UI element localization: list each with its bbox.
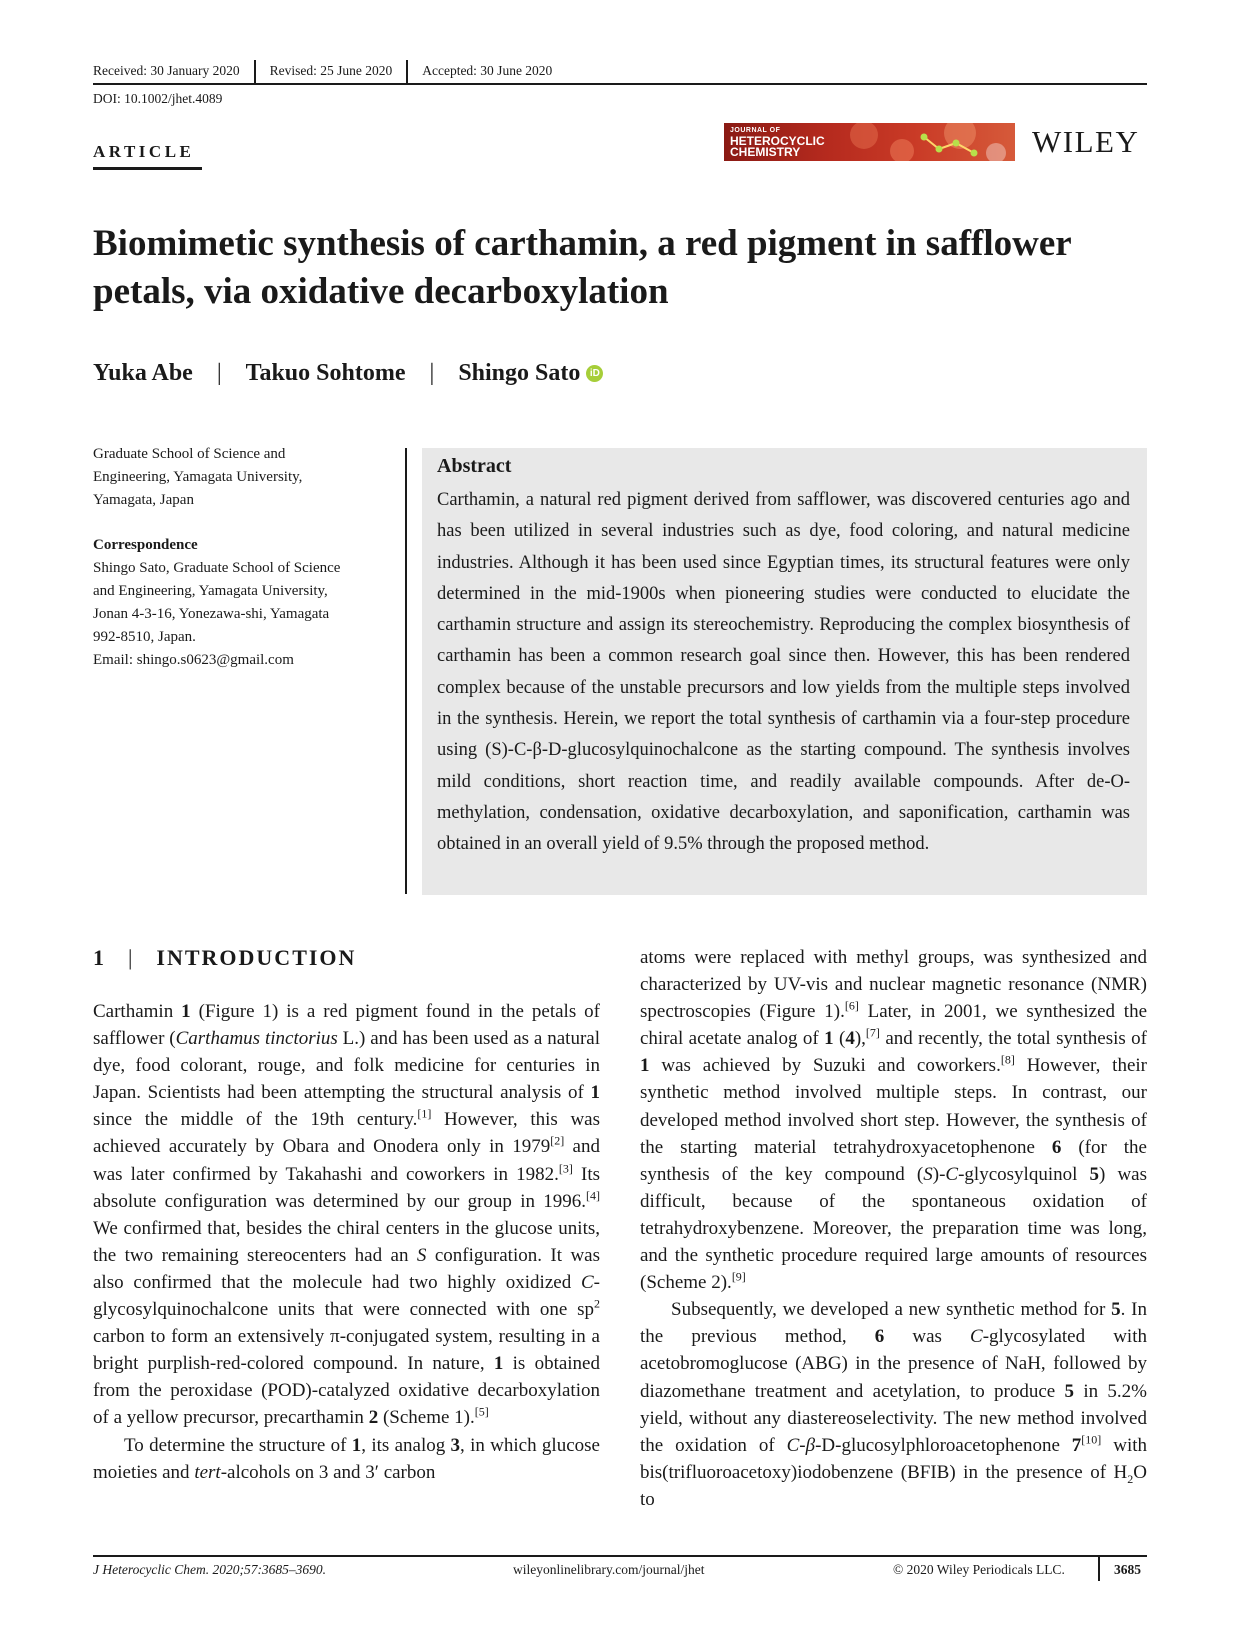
journal-url[interactable]: wileyonlinelibrary.com/journal/jhet [513,1562,705,1577]
divider [406,60,408,84]
section-number: 1 [93,945,106,970]
correspondence-line: Shingo Sato, Graduate School of Science [93,560,341,576]
bubble [850,123,878,149]
journal-name: JOURNAL OF HETEROCYCLIC CHEMISTRY [730,127,825,159]
accepted-date: Accepted: 30 June 2020 [422,63,553,78]
article-type-underline [93,167,202,170]
page-number: 3685 [1114,1562,1141,1577]
correspondence-line: Jonan 4-3-16, Yonezawa-shi, Yamagata [93,606,330,622]
atom [953,140,960,147]
bubble [890,139,914,161]
header-rule [93,83,1147,85]
author-name: Takuo Sohtome [245,360,406,386]
affiliation-block [93,443,393,672]
journal-citation: J Heterocyclic Chem. 2020;57:3685–3690. [93,1562,327,1577]
author-separator: | [429,360,435,386]
body-paragraph: atoms were replaced with methyl groups, was synthesized and characterized by UV-vis and nuclear magnetic resonance (NMR) spectroscopies (Figure 1).[6] Later, in 2001, we synthesized the chiral acetate analog of 1 (4),[7] and recently, the total synthesis of 1 was achieved by Suzuki and coworkers.[8] However, their synthetic method involved multiple steps. In contrast, our developed method involved short step. However, the synthesis of the starting material tetrahydroxyacetophenone 6 (for the synthesis of the key compound (S)-C-glycosylquinol 5) was difficult, because of the spontaneous oxidation of tetrahydroxybenzene. Moreover, the preparation time was long, and the synthetic procedure required large amounts of resources (Scheme 2).[9] [640,947,1148,1294]
body-column-left [93,998,600,1486]
article-title: Biomimetic synthesis of carthamin, a red pigment in safflower petals, via oxidative decarboxylation [93,223,1072,312]
affiliation-line: Graduate School of Science and [93,446,286,462]
article-type-label: ARTICLE [93,142,195,161]
column-divider [405,448,407,894]
atom [936,146,943,153]
correspondence-line: and Engineering, Yamagata University, [93,583,328,599]
correspondence-email[interactable]: Email: shingo.s0623@gmail.com [93,652,294,668]
copyright: © 2020 Wiley Periodicals LLC. [893,1562,1065,1577]
revised-date: Revised: 25 June 2020 [269,63,393,78]
section-title: INTRODUCTION [156,945,357,970]
abstract-heading: Abstract [437,455,512,477]
orcid-icon[interactable]: iD [586,365,603,382]
divider [254,60,256,84]
atom [921,134,928,141]
doi[interactable]: DOI: 10.1002/jhet.4089 [93,91,223,106]
body-paragraph: Carthamin 1 (Figure 1) is a red pigment found in the petals of safflower (Carthamus tinctorius L.) and has been used as a natural dye, food colorant, rouge, and folk medicine for centuries in Japan. Scientists had been attempting the structural analysis of 1 since the middle of the 19th century.[1] However, this was achieved accurately by Obara and Onodera only in 1979[2] and was later confirmed by Takahashi and coworkers in 1982.[3] Its absolute configuration was determined by our group in 1996.[4] We confirmed that, besides the chiral centers in the glucose units, the two remaining stereocenters had an S configuration. It was also confirmed that the molecule had two highly oxidized C-glycosylquinochalcone units that were connected with one $sp^2$ carbon to form an extensively π-conjugated system, resulting in a bright purplish-red-colored compound. In nature, 1 is obtained from the peroxidase (POD)-catalyzed oxidative decarboxylation of a yellow precursor, precarthamin 2 (Scheme 1).[5] [93,1001,601,1429]
journal-banner [724,123,1015,161]
footer-rule [93,1555,1147,1557]
bubble [986,143,1006,161]
affiliation-line: Engineering, Yamagata University, [93,469,303,485]
body-paragraph: Subsequently, we developed a new synthetic method for 5. In the previous method, 6 was C-glycosylated with acetobromoglucose (ABG) in the presence of NaH, followed by diazomethane treatment and acetylation, to produce 5 in 5.2% yield, without any diastereoselectivity. The new method involved the oxidation of C-β-D-glucosylphloroacetophenone 7[10] with bis(trifluoroacetoxy)iodobenzene (BFIB) in the presence of $H_2O$ to [640,1299,1148,1510]
article-history [93,60,566,84]
footer-divider [1098,1555,1100,1581]
section-heading [93,945,356,971]
received-date: Received: 30 January 2020 [93,63,240,78]
atom [971,150,978,157]
body-paragraph: To determine the structure of 1, its analog 3, in which glucose moieties and tert-alcohols on 3 and 3′ carbon [93,1434,600,1483]
affiliation-line: Yamagata, Japan [93,492,194,508]
correspondence-line: 992-8510, Japan. [93,629,196,645]
author-separator: | [216,360,222,386]
author-list [93,360,603,387]
abstract-text: Carthamin, a natural red pigment derived from safflower, was discovered centuries ago and has been utilized in several industries such as dye, food coloring, and natural medicine industries. Although it has been used since Egyptian times, its structural features were only determined in the mid-1900s when pioneering studies were conducted to elucidate the carthamin structure and assign its stereochemistry. Reproducing the complex biosynthesis of carthamin has been a common research goal since then. However, this has been rendered complex because of the unstable precursors and low yields from the multiple steps involved in the synthesis. Herein, we report the total synthesis of carthamin via a four-step procedure using (S)-C-β-D-glucosylquinochalcone as the starting compound. The synthesis involves mild conditions, short reaction time, and readily available compounds. After de-O-methylation, condensation, oxidative decarboxylation, and saponification, carthamin was obtained in an overall yield of 9.5% through the proposed method. [437,490,1130,855]
body-column-right [640,944,1147,1513]
section-separator: | [128,945,135,970]
correspondence-label: Correspondence [93,537,198,553]
author-name: Shingo Sato [458,360,581,386]
author-name: Yuka Abe [93,360,193,386]
publisher-logo: WILEY [1032,124,1140,159]
